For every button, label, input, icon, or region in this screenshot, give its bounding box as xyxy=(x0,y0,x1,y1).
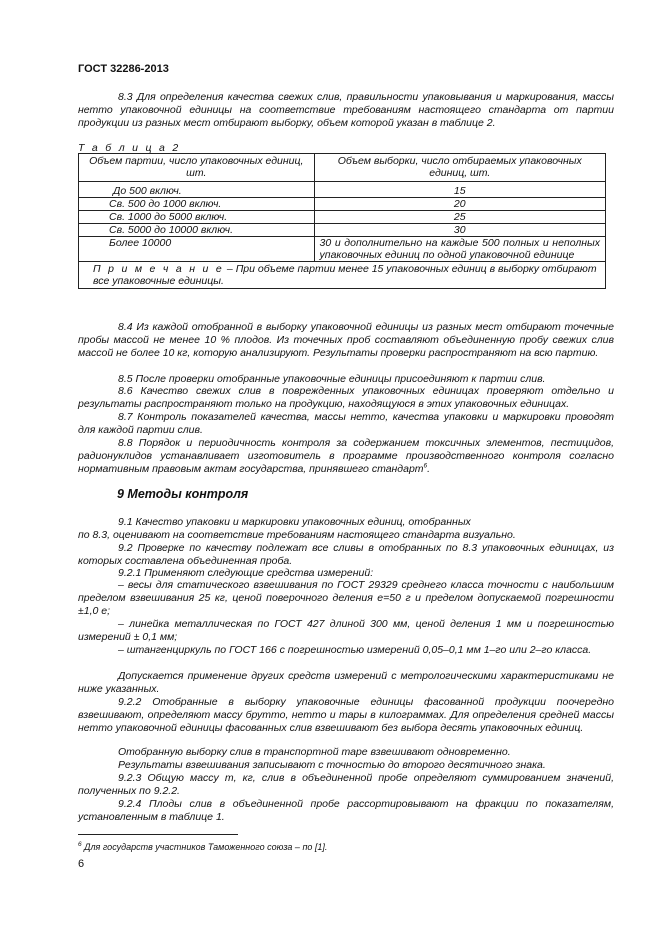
paragraph-8-3: 8.3 Для определения качества свежих слив, правильности упаковывания и маркирования, массы нетто упаковочной единицы на соответствие требованиям настоящего стандарта от партии продукции из разных мест отбирают выборку, объем которой указан в таблице 2. xyxy=(78,91,614,129)
footnote-divider xyxy=(78,834,238,835)
paragraph-8-8-text: 8.8 Порядок и периодичность контроля за содержанием токсичных элементов, пестицидов, радионуклидов устанавливает изготовитель в программе производственного контроля согласно нормативным правовым актам государства, принявшего стандарт xyxy=(78,437,614,475)
paragraph-9-1a: 9.1 Качество упаковки и маркировки упаковочных единиц, отобранных xyxy=(118,516,471,528)
document-header: ГОСТ 32286-2013 xyxy=(78,63,169,75)
cell-lot: До 500 включ. xyxy=(79,182,315,198)
paragraph-8-7: 8.7 Контроль показателей качества, массы нетто, качества упаковки и маркировки проводят для каждой партии слив. xyxy=(78,411,614,436)
table-row xyxy=(79,211,606,224)
table-row xyxy=(79,182,606,198)
cell-sample: 30 и дополнительно на каждые 500 полных и неполных упаковочных единиц по одной упаковочной единице xyxy=(314,237,605,262)
footnote-mark: 6 xyxy=(78,841,82,848)
paragraph-8-5: 8.5 После проверки отобранные упаковочные единицы присоединяют к партии слив. xyxy=(118,373,546,385)
note-label: П р и м е ч а н и е xyxy=(93,263,225,275)
cell-sample: 20 xyxy=(314,198,605,211)
paragraph-8-6: 8.6 Качество свежих слив в поврежденных упаковочных единицах проверяют отдельно и результаты распространяют только на продукцию, находящуюся в этих упаковочных единицах. xyxy=(78,385,614,410)
table-row xyxy=(79,224,606,237)
paragraph-9-2: 9.2 Проверке по качеству подлежат все сливы в отобранных по 8.3 упаковочных единицах, из которых составлена объединенная проба. xyxy=(78,542,614,567)
paragraph-transport: Отобранную выборку слив в транспортной таре взвешивают одновременно. xyxy=(118,746,511,758)
table-row xyxy=(79,198,606,211)
sample-size-table xyxy=(78,153,606,289)
cell-lot: Св. 1000 до 5000 включ. xyxy=(79,211,315,224)
table-note-row xyxy=(79,262,606,289)
list-item-caliper: – штангенциркуль по ГОСТ 166 с погрешностью измерений 0,05–0,1 мм 1–го или 2–го класса. xyxy=(118,644,592,656)
cell-sample: 25 xyxy=(314,211,605,224)
footnote-ref: 6 xyxy=(423,462,428,470)
paragraph-9-1b: по 8.3, оценивают на соответствие требованиям настоящего стандарта визуально. xyxy=(78,529,516,541)
page-number: 6 xyxy=(78,858,85,870)
column-header-sample: Объем выборки, число отбираемых упаковочных единиц, шт. xyxy=(314,154,605,182)
paragraph-9-2-4: 9.2.4 Плоды слив в объединенной пробе рассортировывают на фракции по показателям, установленным в таблице 1. xyxy=(78,798,614,823)
paragraph-9-2-1: 9.2.1 Применяют следующие средства измерений: xyxy=(118,567,374,579)
footnote xyxy=(78,842,327,852)
column-header-lot: Объем партии, число упаковочных единиц, шт. xyxy=(79,154,315,182)
table-row xyxy=(79,237,606,262)
cell-lot: Св. 5000 до 10000 включ. xyxy=(79,224,315,237)
paragraph-9-2-3: 9.2.3 Общую массу m, кг, слив в объединенной пробе определяют суммированием значений, полученных по 9.2.2. xyxy=(78,772,614,797)
section-title: 9 Методы контроля xyxy=(117,487,249,501)
paragraph-8-4: 8.4 Из каждой отобранной в выборку упаковочной единицы из разных мест отбирают точечные пробы массой не менее 10 % плодов. Из точечных проб составляют объединенную пробу свежих слив массой не более 10 кг, которую анализируют. Результаты проверки распространяют на всю партию. xyxy=(78,321,614,359)
note-text: – При объеме партии менее 15 упаковочных единиц в выборку отбирают все упаковочные единицы. xyxy=(93,263,597,287)
paragraph-9-2-2: 9.2.2 Отобранные в выборку упаковочные единицы фасованной продукции поочередно взвешивают, определяют массу брутто, нетто и тары в килограммах. Для определения средней массы нетто упаковочной единицы фасованных слив взвешивают без выбора десять упаковочных единиц. xyxy=(78,696,614,734)
paragraph-allowed: Допускается применение других средств измерений с метрологическими характеристиками не ниже указанных. xyxy=(78,670,614,695)
paragraph-results: Результаты взвешивания записывают с точностью до второго десятичного знака. xyxy=(118,759,546,771)
paragraph-8-8 xyxy=(78,437,614,476)
list-item-scales: – весы для статического взвешивания по ГОСТ 29329 среднего класса точности с наибольшим пределом взвешивания 25 кг, ценой поверочного деления е=50 г и пределом допускаемой погрешности ±1,0 е; xyxy=(78,579,614,617)
list-item-ruler: – линейка металлическая по ГОСТ 427 длиной 300 мм, ценой деления 1 мм и погрешностью измерений ± 0,1 мм; xyxy=(78,618,614,643)
cell-lot: Более 10000 xyxy=(79,237,315,262)
cell-sample: 15 xyxy=(314,182,605,198)
table-header-row xyxy=(79,154,606,182)
footnote-text: Для государств участников Таможенного союза – по [1]. xyxy=(81,842,328,852)
table-caption: Т а б л и ц а 2 xyxy=(78,142,181,154)
paragraph-8-8-end: . xyxy=(427,463,431,475)
cell-sample: 30 xyxy=(314,224,605,237)
cell-lot: Св. 500 до 1000 включ. xyxy=(79,198,315,211)
table-note xyxy=(79,262,606,289)
